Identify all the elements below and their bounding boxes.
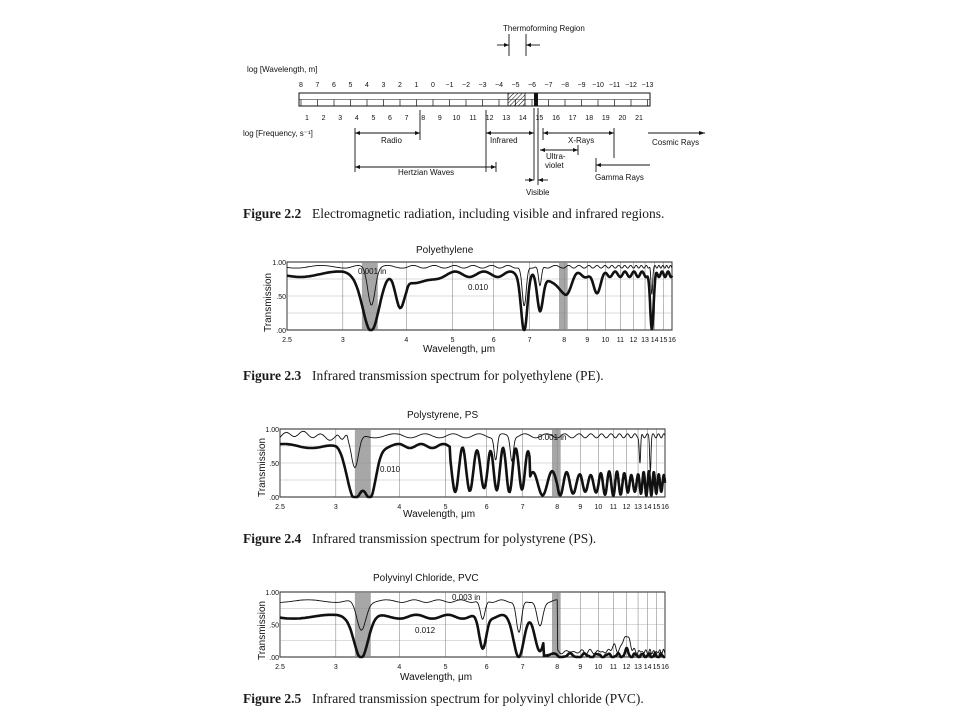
pe-thick-label: 0.010 <box>468 283 489 292</box>
caption-fig24: Figure 2.4 Infrared transmission spectrum for polystyrene (PS). <box>243 531 597 546</box>
pe-x-tick: 14 <box>650 337 659 344</box>
ps-x-tick: 12 <box>622 504 631 511</box>
wavelength-tick: −9 <box>577 82 586 89</box>
frequency-tick: 21 <box>635 115 643 122</box>
wavelength-tick: 1 <box>414 82 419 89</box>
pvc-x-tick: 7 <box>520 664 525 671</box>
thermoforming-band <box>508 93 525 106</box>
pe-x-tick: 3 <box>340 337 345 344</box>
pvc-y-tick: .00 <box>269 655 279 662</box>
frequency-axis-label: log [Frequency, s⁻¹] <box>243 129 313 138</box>
pvc-x-tick: 9 <box>578 664 583 671</box>
ps-x-tick: 8 <box>555 504 560 511</box>
region-visible: Visible <box>526 188 550 197</box>
pe-thick-curve <box>287 272 672 331</box>
wavelength-tick: −6 <box>528 82 536 89</box>
wavelength-tick: −12 <box>625 82 637 89</box>
ps-thin-curve <box>280 431 665 472</box>
ps-x-tick: 3 <box>333 504 338 511</box>
pe-xlabel: Wavelength, μm <box>423 344 496 355</box>
pvc-spectrum-chart <box>0 570 960 688</box>
pe-thin-label: 0.001 in <box>358 267 387 276</box>
ps-title: Polystyrene, PS <box>407 410 479 421</box>
pe-x-tick: 2.5 <box>282 337 292 344</box>
ps-thick-curve <box>280 444 665 497</box>
frequency-tick: 3 <box>338 115 343 122</box>
ps-thick-label: 0.010 <box>380 465 401 474</box>
ps-y-tick: .00 <box>269 495 279 502</box>
thermoforming-label: Thermoforming Region <box>503 24 585 33</box>
ps-x-tick: 14 <box>643 504 652 511</box>
pvc-band-2 <box>552 592 561 657</box>
frequency-tick: 1 <box>305 115 309 122</box>
pvc-x-tick: 11 <box>609 664 618 671</box>
ps-x-tick: 6 <box>484 504 489 511</box>
region-gamma: Gamma Rays <box>595 173 644 182</box>
pe-x-tick: 10 <box>601 337 610 344</box>
wavelength-tick: −5 <box>511 82 520 89</box>
pvc-x-tick: 2.5 <box>275 664 285 671</box>
pe-x-tick: 6 <box>491 337 496 344</box>
wavelength-tick: 2 <box>398 82 402 89</box>
wavelength-tick: −4 <box>495 82 503 89</box>
region-radio: Radio <box>381 136 402 145</box>
frequency-tick: 12 <box>485 115 494 122</box>
wavelength-axis-label: log [Wavelength, m] <box>247 65 318 74</box>
pvc-xlabel: Wavelength, μm <box>400 672 473 683</box>
ps-thin-label: 0.001 in <box>538 433 567 442</box>
wavelength-tick: 3 <box>381 82 386 89</box>
wavelength-tick: −3 <box>478 82 487 89</box>
ps-x-tick: 2.5 <box>275 504 285 511</box>
pvc-title: Polyvinyl Chloride, PVC <box>373 573 479 584</box>
wavelength-tick: 8 <box>299 82 303 89</box>
ps-x-tick: 11 <box>609 504 618 511</box>
ps-x-tick: 5 <box>443 504 448 511</box>
pe-x-tick: 4 <box>404 337 409 344</box>
em-spectrum-diagram <box>0 0 960 210</box>
frequency-tick: 13 <box>502 115 511 122</box>
pvc-x-tick: 16 <box>661 664 669 671</box>
wavelength-tick: 6 <box>332 82 336 89</box>
wavelength-tick: 5 <box>348 82 353 89</box>
ps-x-tick: 13 <box>634 504 642 511</box>
pvc-x-tick: 4 <box>397 664 402 671</box>
caption-fig23: Figure 2.3 Infrared transmission spectrum for polyethylene (PE). <box>243 368 604 383</box>
pe-y-tick: 1.00 <box>272 260 286 267</box>
pe-y-tick: .00 <box>276 328 286 335</box>
pvc-x-tick: 13 <box>634 664 642 671</box>
caption-fig25: Figure 2.5 Infrared transmission spectrum for polyvinyl chloride (PVC). <box>243 691 644 706</box>
wavelength-tick: 4 <box>365 82 369 89</box>
pvc-x-tick: 10 <box>594 664 603 671</box>
region-infrared: Infrared <box>490 136 518 145</box>
pe-x-tick: 15 <box>659 337 668 344</box>
pvc-band-1 <box>355 592 371 657</box>
pvc-ylabel: Transmission <box>257 600 268 660</box>
wavelength-tick: −2 <box>462 82 470 89</box>
frequency-tick: 19 <box>601 115 610 122</box>
wavelength-tick: −1 <box>445 82 454 89</box>
frequency-tick: 11 <box>469 115 477 122</box>
ps-y-tick: .50 <box>269 461 279 468</box>
ps-x-tick: 16 <box>661 504 669 511</box>
pvc-thick-label: 0.012 <box>415 626 436 635</box>
region-ultraviolet-1: Ultra- <box>546 152 566 161</box>
pvc-x-tick: 15 <box>652 664 661 671</box>
frequency-tick: 2 <box>321 115 326 122</box>
wavelength-tick: −8 <box>561 82 569 89</box>
frequency-tick: 14 <box>518 115 527 122</box>
ps-x-tick: 10 <box>594 504 603 511</box>
pvc-x-tick: 8 <box>555 664 560 671</box>
region-ultraviolet-2: violet <box>545 161 564 170</box>
pe-title: Polyethylene <box>416 245 474 256</box>
wavelength-tick: 0 <box>431 82 435 89</box>
pe-ylabel: Transmission <box>263 272 274 332</box>
frequency-tick: 4 <box>354 115 359 122</box>
frequency-tick: 16 <box>552 115 560 122</box>
frequency-tick: 18 <box>585 115 594 122</box>
pe-x-tick: 9 <box>585 337 590 344</box>
pe-y-tick: .50 <box>276 294 286 301</box>
pvc-x-tick: 6 <box>484 664 489 671</box>
wavelength-tick: 7 <box>315 82 320 89</box>
pvc-x-tick: 5 <box>443 664 448 671</box>
visible-band <box>534 93 538 106</box>
frequency-tick: 15 <box>535 115 544 122</box>
region-cosmic: Cosmic Rays <box>652 138 700 147</box>
pe-x-tick: 16 <box>668 337 676 344</box>
ps-xlabel: Wavelength, μm <box>403 509 476 520</box>
frequency-tick: 17 <box>568 115 577 122</box>
pvc-x-tick: 14 <box>643 664 652 671</box>
ps-x-tick: 15 <box>652 504 661 511</box>
region-hertzian: Hertzian Waves <box>398 168 455 177</box>
pvc-y-tick: 1.00 <box>265 590 279 597</box>
wavelength-ticks <box>299 82 653 89</box>
frequency-tick: 5 <box>371 115 376 122</box>
pvc-y-tick: .50 <box>269 622 279 630</box>
ps-x-tick: 7 <box>520 504 525 511</box>
pvc-thin-curve <box>280 600 665 655</box>
caption-fig22: Figure 2.2 Electromagnetic radiation, including visible and infrared regions. <box>243 206 665 221</box>
pe-x-tick: 8 <box>562 337 567 344</box>
frequency-tick: 10 <box>452 115 461 122</box>
wavelength-tick: −7 <box>544 82 553 89</box>
pe-x-tick: 13 <box>641 337 649 344</box>
frequency-ticks <box>305 115 643 122</box>
pvc-x-tick: 12 <box>622 664 631 671</box>
ps-y-tick: 1.00 <box>265 427 279 434</box>
frequency-tick: 8 <box>421 115 426 122</box>
pvc-x-tick: 3 <box>333 664 338 671</box>
frequency-tick: 20 <box>618 115 627 122</box>
pe-x-tick: 5 <box>450 337 455 344</box>
pvc-thin-label: 0.003 in <box>452 593 481 602</box>
frequency-tick: 6 <box>388 115 392 122</box>
ps-x-tick: 4 <box>397 504 402 511</box>
pe-spectrum-chart <box>0 240 960 360</box>
frequency-tick: 7 <box>404 115 409 122</box>
pe-x-tick: 12 <box>629 337 638 344</box>
wavelength-tick: −11 <box>608 82 621 89</box>
ps-x-tick: 9 <box>578 504 583 511</box>
wavelength-tick: −13 <box>641 82 654 89</box>
wavelength-tick: −10 <box>592 82 604 89</box>
pe-x-tick: 11 <box>616 337 625 344</box>
pe-x-tick: 7 <box>527 337 532 344</box>
ps-ylabel: Transmission <box>257 437 268 497</box>
ps-spectrum-chart <box>0 405 960 525</box>
region-xrays: X-Rays <box>568 136 595 145</box>
frequency-tick: 9 <box>437 115 442 122</box>
